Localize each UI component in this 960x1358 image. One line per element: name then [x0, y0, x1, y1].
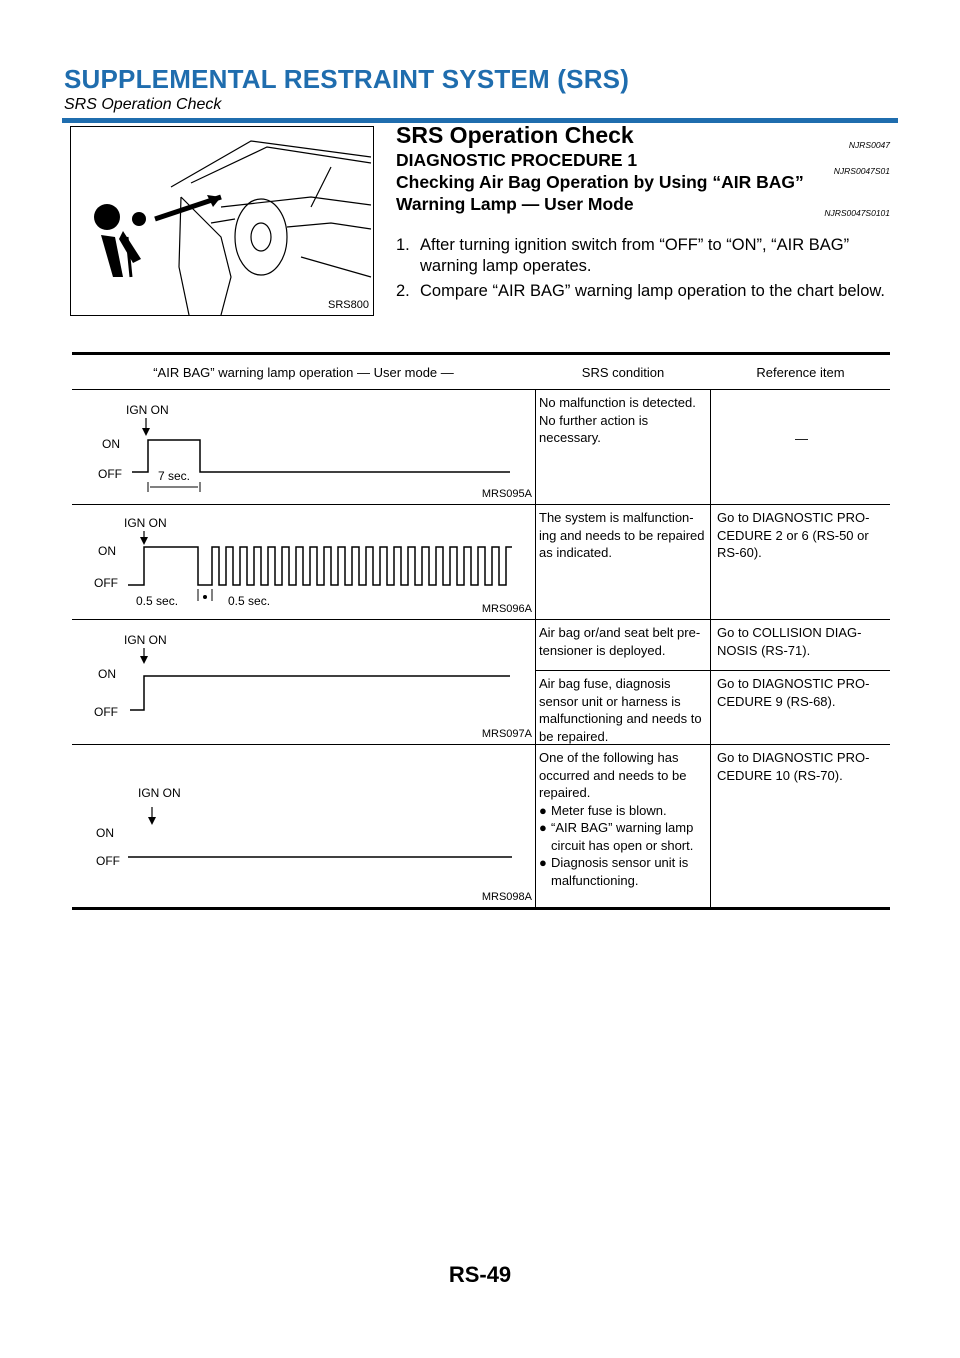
procedure-code: NJRS0047S01 — [833, 166, 890, 176]
table-row — [72, 390, 890, 505]
on-label: ON — [96, 826, 114, 840]
ign-on-label: IGN ON — [138, 786, 181, 800]
subheading-line2: Warning Lamp — User Mode — [396, 194, 634, 214]
lamp-waveform — [130, 676, 510, 710]
off-label: OFF — [94, 576, 118, 590]
off-label: OFF — [98, 467, 122, 481]
figure-id: SRS800 — [328, 299, 369, 311]
bullet-text: “AIR BAG” warning lamp circuit has open or short. — [551, 820, 694, 853]
off-label: OFF — [94, 705, 118, 719]
section-code: NJRS0047 — [848, 140, 890, 150]
condition-intro: One of the following has occurred and needs to be repaired. — [539, 750, 687, 800]
timing-diagram-cell — [72, 390, 536, 504]
lamp-waveform — [128, 547, 512, 585]
srs-condition-cell: No malfunction is detected. No further action is necessary. — [535, 390, 711, 504]
duration-label: 7 sec. — [158, 469, 191, 483]
step-item — [396, 235, 892, 277]
figure-id: MRS097A — [481, 728, 532, 740]
timing-diagram-cell — [72, 620, 536, 744]
table-row — [72, 745, 890, 907]
srs-condition-cell — [535, 745, 711, 907]
reference-cell: — — [795, 431, 808, 446]
step-text: After turning ignition switch from “OFF” to “ON”, “AIR BAG” warning lamp operates. — [420, 236, 850, 275]
on-label: ON — [98, 667, 116, 681]
on-label: ON — [102, 437, 120, 451]
srs-condition-cell: Air bag or/and seat belt pre-tensioner is deployed. — [535, 620, 711, 670]
ign-on-label: IGN ON — [126, 403, 169, 417]
table-header-row — [72, 355, 890, 390]
header-lamp-operation: “AIR BAG” warning lamp operation — User mode — — [153, 364, 454, 380]
reference-cell: Go to COLLISION DIAG-NOSIS (RS-71). — [717, 625, 862, 658]
srs-condition-cell: The system is malfunction-ing and needs to be repaired as indicated. — [535, 505, 711, 619]
lamp-waveform — [132, 440, 510, 472]
airbag-lamp-illustration — [70, 126, 374, 316]
ign-on-label: IGN ON — [124, 516, 167, 530]
timing-diagram-blinking — [72, 505, 534, 619]
timing-diagram-7sec — [72, 390, 534, 504]
timing-diagram-continuous — [72, 620, 534, 744]
page-number: RS-49 — [448, 1262, 512, 1287]
step-number: 1. — [396, 236, 410, 254]
bullet-mark: ● — [539, 820, 547, 835]
on-label: ON — [98, 544, 116, 558]
procedure-steps — [396, 235, 892, 306]
srs-condition-cell: Air bag fuse, diagnosis sensor unit or harness is malfunctioning and needs to be repaired. — [535, 671, 711, 744]
page-header-title: SUPPLEMENTAL RESTRAINT SYSTEM (SRS) — [64, 64, 630, 94]
step-text: Compare “AIR BAG” warning lamp operation to the chart below. — [420, 282, 885, 300]
figure-id: MRS098A — [481, 891, 532, 903]
table-row — [72, 620, 890, 745]
warning-lamp-table — [72, 352, 890, 910]
section-title: SRS Operation Check — [396, 122, 634, 148]
list-item — [539, 854, 706, 889]
dashboard-airbag-drawing — [71, 127, 373, 315]
figure-id: MRS095A — [481, 488, 532, 500]
ign-on-label: IGN ON — [124, 633, 167, 647]
bullet-text: Meter fuse is blown. — [551, 802, 667, 818]
timing-diagram-cell — [72, 505, 536, 619]
reference-cell: Go to DIAGNOSTIC PRO-CEDURE 10 (RS-70). — [717, 750, 870, 783]
step-number: 2. — [396, 282, 410, 300]
table-row — [72, 505, 890, 620]
procedure-heading: DIAGNOSTIC PROCEDURE 1 — [396, 150, 638, 170]
header-reference-item: Reference item — [756, 364, 845, 380]
subheading-code: NJRS0047S0101 — [824, 208, 890, 218]
reference-cell: Go to DIAGNOSTIC PRO-CEDURE 2 or 6 (RS-50 or RS-60). — [717, 510, 870, 560]
bullet-text: Diagnosis sensor unit is malfunctioning. — [551, 855, 689, 888]
page-header-subtitle: SRS Operation Check — [64, 96, 222, 113]
off-label: OFF — [96, 854, 120, 868]
timing-diagram-cell — [72, 745, 536, 907]
duration-label-1: 0.5 sec. — [136, 594, 179, 608]
reference-cell: Go to DIAGNOSTIC PRO-CEDURE 9 (RS-68). — [717, 676, 870, 709]
bullet-mark: ● — [539, 855, 547, 870]
duration-label-2: 0.5 sec. — [228, 594, 271, 608]
header-srs-condition: SRS condition — [581, 364, 665, 380]
airbag-warning-symbol — [94, 204, 146, 277]
subheading-line1: Checking Air Bag Operation by Using “AIR BAG” — [396, 172, 804, 192]
step-item — [396, 281, 892, 302]
bullet-mark: ● — [539, 802, 547, 818]
timing-diagram-off — [72, 745, 534, 907]
figure-id: MRS096A — [481, 603, 532, 615]
list-item — [539, 802, 706, 820]
list-item — [539, 819, 706, 854]
